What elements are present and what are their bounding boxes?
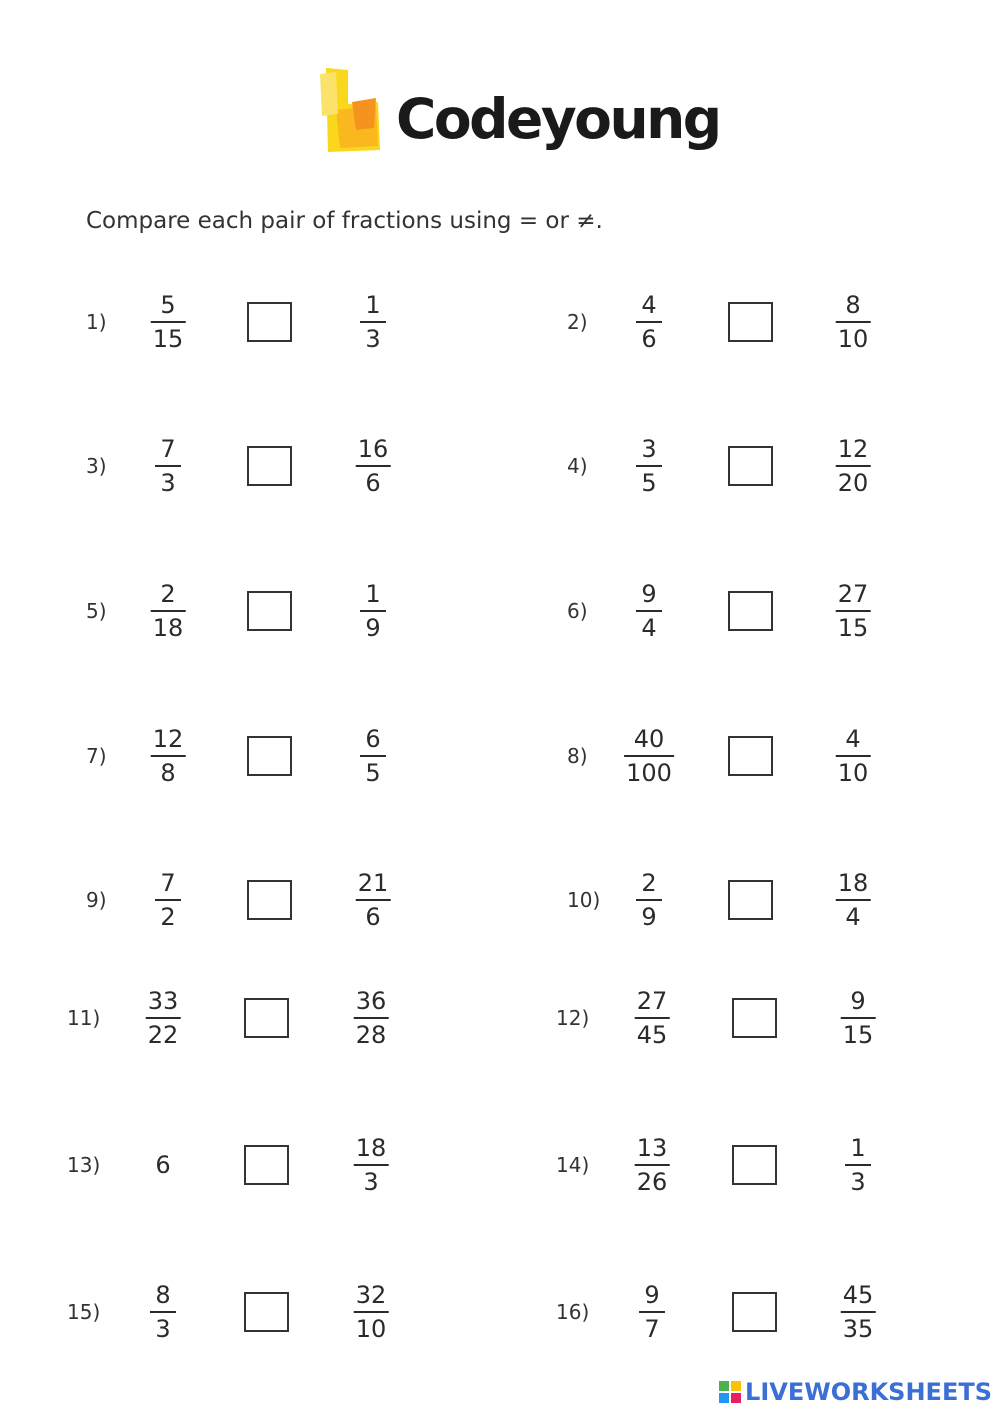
numerator: 7 [160,435,176,463]
liveworksheets-watermark [719,1377,992,1407]
denominator: 3 [155,1315,171,1343]
problem-number: 7) [86,744,107,768]
fraction-bar [636,465,662,467]
left-fraction [636,290,662,354]
denominator: 45 [636,1021,668,1049]
numerator: 18 [837,869,869,897]
problem-number: 5) [86,599,107,623]
watermark-text: LIVEWORKSHEETS [745,1378,992,1406]
denominator: 18 [152,614,184,642]
left-whole-number: 6 [155,1151,171,1179]
liveworksheets-logo-icon [719,1381,741,1403]
numerator: 2 [160,580,176,608]
left-fraction [635,1133,670,1197]
problem-number: 2) [567,310,588,334]
denominator: 5 [365,759,381,787]
problem-number: 8) [567,744,588,768]
denominator: 22 [147,1021,179,1049]
right-fraction [836,434,871,498]
numerator: 12 [837,435,869,463]
fraction-bar [635,1164,670,1166]
problem-number: 6) [567,599,588,623]
numerator: 5 [160,291,176,319]
fraction-bar [636,321,662,323]
right-fraction [836,579,871,643]
numerator: 8 [845,291,861,319]
codeyoung-logo [318,66,718,166]
left-fraction [636,434,662,498]
numerator: 32 [355,1281,387,1309]
numerator: 3 [641,435,657,463]
problem-item [0,978,1000,1058]
right-fraction [836,290,871,354]
denominator: 6 [365,903,381,931]
brand-name: Codeyoung [396,87,720,151]
answer-box[interactable] [728,591,773,631]
fraction-bar [836,755,871,757]
left-fraction [639,1280,665,1344]
denominator: 6 [365,469,381,497]
numerator: 8 [155,1281,171,1309]
problem-item [0,1272,1000,1352]
numerator: 4 [845,725,861,753]
numerator: 6 [365,725,381,753]
problem-number: 14) [556,1153,590,1177]
numerator: 33 [147,987,179,1015]
numerator: 21 [357,869,389,897]
denominator: 6 [641,325,657,353]
denominator: 15 [152,325,184,353]
fraction-bar [624,755,674,757]
denominator: 10 [837,325,869,353]
denominator: 28 [355,1021,387,1049]
denominator: 35 [842,1315,874,1343]
answer-box[interactable] [728,880,773,920]
problem-item [0,571,1000,651]
left-fraction [636,868,662,932]
problem-number: 10) [567,888,601,912]
answer-box[interactable] [732,998,777,1038]
numerator: 1 [365,291,381,319]
denominator: 2 [160,903,176,931]
denominator: 9 [365,614,381,642]
fraction-bar [836,610,871,612]
fraction-bar [841,1311,876,1313]
denominator: 8 [160,759,176,787]
denominator: 3 [365,325,381,353]
fraction-bar [635,1017,670,1019]
fraction-bar [845,1164,871,1166]
answer-box[interactable] [728,446,773,486]
left-fraction [624,724,674,788]
fraction-bar [836,465,871,467]
fraction-bar [836,899,871,901]
problem-item [0,860,1000,940]
fraction-bar [841,1017,876,1019]
fraction-bar [639,1311,665,1313]
problem-number: 9) [86,888,107,912]
problem-number: 16) [556,1300,590,1324]
problem-number: 12) [556,1006,590,1030]
fraction-bar [836,321,871,323]
numerator: 4 [641,291,657,319]
right-fraction [845,1133,871,1197]
numerator: 16 [357,435,389,463]
numerator: 1 [365,580,381,608]
problem-number: 11) [67,1006,101,1030]
problem-number: 3) [86,454,107,478]
numerator: 27 [636,987,668,1015]
denominator: 3 [363,1168,379,1196]
numerator: 1 [850,1134,866,1162]
answer-box[interactable] [732,1292,777,1332]
numerator: 12 [152,725,184,753]
denominator: 15 [842,1021,874,1049]
left-fraction [636,579,662,643]
numerator: 9 [850,987,866,1015]
numerator: 13 [636,1134,668,1162]
numerator: 36 [355,987,387,1015]
problem-item [0,1125,1000,1205]
codeyoung-logo-mark-icon [318,66,388,156]
denominator: 9 [641,903,657,931]
problem-item [0,426,1000,506]
numerator: 40 [633,725,665,753]
instructions-text: Compare each pair of fractions using = or ≠. [86,208,603,234]
answer-box[interactable] [728,302,773,342]
numerator: 7 [160,869,176,897]
numerator: 18 [355,1134,387,1162]
numerator: 9 [641,580,657,608]
numerator: 45 [842,1281,874,1309]
problem-number: 4) [567,454,588,478]
right-fraction [836,724,871,788]
denominator: 20 [837,469,869,497]
denominator: 4 [641,614,657,642]
denominator: 4 [845,903,861,931]
denominator: 3 [850,1168,866,1196]
problem-number: 13) [67,1153,101,1177]
right-fraction [836,868,871,932]
numerator: 9 [644,1281,660,1309]
right-fraction [841,1280,876,1344]
problem-number: 1) [86,310,107,334]
denominator: 5 [641,469,657,497]
denominator: 26 [636,1168,668,1196]
answer-box[interactable] [728,736,773,776]
denominator: 7 [644,1315,660,1343]
denominator: 15 [837,614,869,642]
problem-item [0,282,1000,362]
denominator: 10 [837,759,869,787]
numerator: 2 [641,869,657,897]
right-fraction [841,986,876,1050]
left-fraction [635,986,670,1050]
fraction-bar [636,899,662,901]
fraction-bar [636,610,662,612]
denominator: 100 [626,759,672,787]
problem-number: 15) [67,1300,101,1324]
denominator: 3 [160,469,176,497]
denominator: 10 [355,1315,387,1343]
answer-box[interactable] [732,1145,777,1185]
numerator: 27 [837,580,869,608]
problem-item [0,716,1000,796]
